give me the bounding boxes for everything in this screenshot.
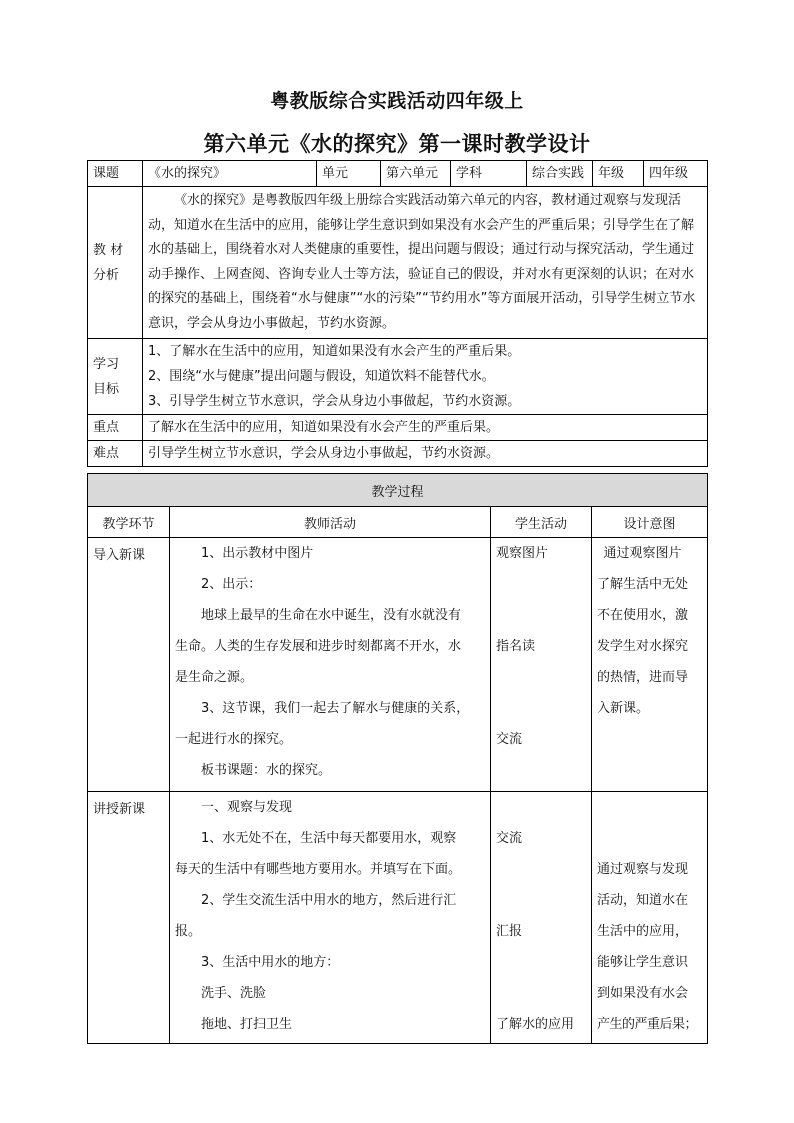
topic-label: 课题 (88, 161, 143, 187)
teach-design-line: 活动，知道水在 (597, 893, 689, 908)
teach-teacher-line: 3、生活中用水的地方： (201, 955, 340, 970)
teach-student-line (496, 792, 586, 823)
intro-design-line: 了解生活中无处 (597, 577, 689, 592)
info-row-goals (88, 339, 708, 415)
analysis-text: 《水的探究》是粤教版四年级上册综合实践活动第六单元的内容，教材通过观察与发现活动，知道水在生活中的应用，能够让学生意识到如果没有水会产生的严重后果；引导学生在了解水的基础上，围绕着水对人类健康的重要性，提出问题与假设；通过行动与探究活动，学生通过动手操作、上网查阅、咨询专业人士等方法，验证自己的假设，并对水有更深刻的认识；在对水的探究的基础上，围绕着“水与健康”“水的污染”“节约用水”等方面展开活动，引导学生树立节水意识，学会从身边小事做起，节约水资源。 (143, 187, 708, 339)
intro-teacher-line: 一起进行水的探究。 (175, 732, 293, 747)
process-band: 教学过程 (88, 474, 708, 507)
key-text: 了解水在生活中的应用，知道如果没有水会产生的严重后果。 (143, 415, 708, 441)
teaching-process-table (87, 473, 708, 1044)
header-stage: 教学环节 (88, 507, 170, 538)
intro-teacher-line: 2、出示： (201, 577, 262, 592)
intro-teacher-line: 板书课题：水的探究。 (201, 763, 332, 778)
document-title: 粤教版综合实践活动四年级上 (270, 90, 524, 112)
goal-item: 3、引导学生树立节水意识，学会从身边小事做起，节约水资源。 (148, 394, 521, 409)
document-subtitle: 第六单元《水的探究》第一课时教学设计 (203, 132, 591, 156)
header-teacher: 教师活动 (170, 507, 491, 538)
teach-student (491, 792, 592, 1044)
subject-label: 学科 (451, 161, 527, 187)
intro-student-line (496, 569, 586, 600)
teach-student-line (496, 854, 586, 885)
intro-design-line: 发学生对水探究 (597, 639, 689, 654)
teach-student-line (496, 885, 586, 916)
teach-design-line: 能够让学生意识 (597, 955, 689, 970)
teach-design-line: 到如果没有水会 (597, 986, 689, 1001)
teach-design (592, 792, 708, 1044)
goal-item: 2、围绕“水与健康”提出问题与假设，知道饮料不能替代水。 (148, 369, 495, 384)
goals-list (143, 339, 708, 415)
teach-teacher-line: 1、水无处不在，生活中每天都要用水，观察 (201, 831, 457, 846)
info-row-difficulty (88, 441, 708, 467)
teach-stage: 讲授新课 (88, 792, 170, 1044)
teach-design-line (597, 823, 702, 854)
grade-value: 四年级 (644, 161, 708, 187)
intro-student-line (496, 662, 586, 693)
teach-teacher (170, 792, 491, 1044)
intro-student-line (496, 600, 586, 631)
teach-design-line: 通过观察与发现 (597, 862, 689, 877)
teach-student-line: 交流 (496, 831, 523, 846)
teach-student-line: 汇报 (496, 924, 523, 939)
analysis-label-line: 分析 (93, 267, 120, 283)
intro-design-line: 的热情，进而导 (597, 670, 689, 685)
intro-student-line: 交流 (496, 732, 523, 747)
teach-teacher-line: 报。 (175, 924, 202, 939)
intro-teacher-line: 地球上最早的生命在水中诞生，没有水就没有 (201, 608, 462, 623)
intro-teacher-line: 是生命之源。 (175, 670, 254, 685)
intro-teacher-line: 生命。人类的生存发展和进步时刻都离不开水，水 (175, 639, 462, 654)
goal-item: 1、了解水在生活中的应用，知道如果没有水会产生的严重后果。 (148, 344, 521, 359)
intro-design (592, 538, 708, 792)
teach-teacher-line: 2、学生交流生活中用水的地方，然后进行汇 (201, 893, 457, 908)
subject-value: 综合实践 (527, 161, 593, 187)
teach-teacher-line: 每天的生活中有哪些地方要用水。并填写在下面。 (175, 862, 462, 877)
process-header-row (88, 507, 708, 538)
topic-value: 《水的探究》 (143, 161, 317, 187)
intro-student-line: 指名读 (496, 639, 536, 654)
difficulty-text: 引导学生树立节水意识，学会从身边小事做起，节约水资源。 (143, 441, 708, 467)
teach-design-line: 生活中的应用， (597, 924, 689, 939)
goals-label (88, 339, 143, 415)
header-design: 设计意图 (592, 507, 708, 538)
intro-teacher-line: 1、出示教材中图片 (201, 546, 314, 561)
teach-teacher-line: 一、观察与发现 (201, 800, 293, 815)
info-row-topic (88, 161, 708, 187)
teach-teacher-line: 洗手、洗脸 (201, 986, 267, 1001)
intro-row (88, 538, 708, 792)
intro-stage: 导入新课 (88, 538, 170, 792)
unit-value: 第六单元 (381, 161, 451, 187)
header-student: 学生活动 (491, 507, 592, 538)
teach-student-line (496, 947, 586, 978)
intro-student (491, 538, 592, 792)
teach-row (88, 792, 708, 1044)
unit-label: 单元 (317, 161, 381, 187)
teach-design-line (597, 792, 702, 823)
intro-teacher-line: 3、这节课，我们一起去了解水与健康的关系， (201, 701, 470, 716)
intro-student-line (496, 693, 586, 724)
lesson-info-table (87, 160, 708, 467)
intro-student-line: 观察图片 (496, 546, 549, 561)
teach-student-line: 了解水的应用 (496, 1017, 575, 1032)
intro-design-line: 通过观察图片 (603, 546, 682, 561)
difficulty-label: 难点 (88, 441, 143, 467)
grade-label: 年级 (593, 161, 644, 187)
analysis-label-line: 教 材 (93, 242, 124, 258)
teach-design-line: 产生的严重后果； (597, 1017, 698, 1032)
intro-teacher (170, 538, 491, 792)
key-label: 重点 (88, 415, 143, 441)
intro-design-line: 入新课。 (597, 701, 650, 716)
goals-label-line: 学习 (93, 356, 120, 372)
info-row-analysis (88, 187, 708, 339)
analysis-label (88, 187, 143, 339)
teach-student-line (496, 978, 586, 1009)
intro-design-line: 不在使用水，激 (597, 608, 689, 623)
info-row-key (88, 415, 708, 441)
teach-teacher-line: 拖地、打扫卫生 (201, 1017, 293, 1032)
goals-label-line: 目标 (93, 381, 120, 397)
